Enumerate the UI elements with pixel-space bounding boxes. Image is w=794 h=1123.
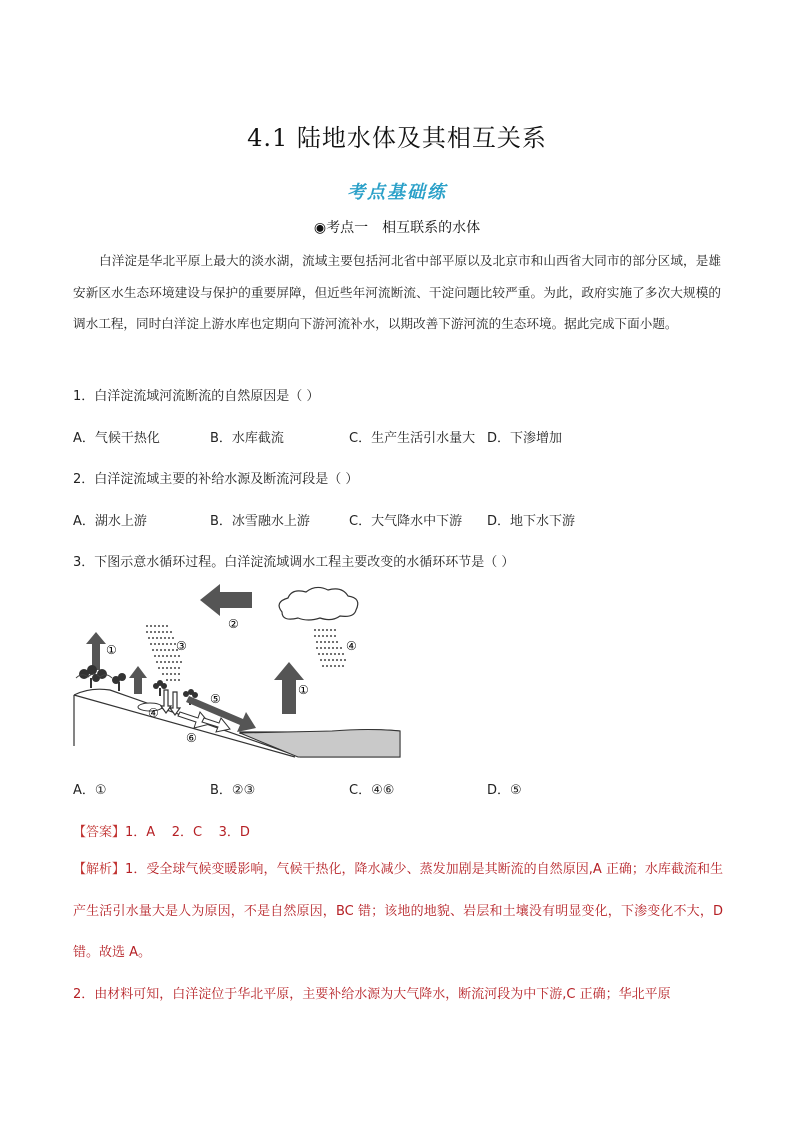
passage-text: 白洋淀是华北平原上最大的淡水湖，流域主要包括河北省中部平原以及北京市和山西省大同市的部分区域，是雄安新区水生态环境建设与保护的重要屏障，但近些年河流断流、干淀问题比较严重。为此，政府实施了多次大规模的调水工程，同时白洋淀上游水库也定期向下游河流补水，以期改善下游河流的生态环境。据此完成下面小题。 xyxy=(73,253,721,331)
question-2-stem: 2．白洋淀流域主要的补给水源及断流河段是（ ） xyxy=(73,472,359,487)
q3-option-a[interactable]: A．① xyxy=(73,783,107,798)
page-title: 4.1 陆地水体及其相互关系 xyxy=(247,124,547,152)
explanation-p2: 2．由材料可知，白洋淀位于华北平原，主要补给水源为大气降水，断流河段为中下游,C 正确；华北平原 xyxy=(73,986,671,1002)
sea-area xyxy=(240,730,400,758)
q3-option-b[interactable]: B．②③ xyxy=(210,783,256,798)
answer-label: 【答案】 xyxy=(73,825,126,840)
section-subtitle: 考点基础练 xyxy=(347,182,447,203)
answer-line xyxy=(73,821,250,840)
explanation-p1-text: 1．受全球气候变暖影响，气候干热化，降水减少、蒸发加剧是其断流的自然原因,A 正确；水库截流和生产生活引水量大是人为原因，不是自然原因，BC 错；该地的地貌、岩层和土壤没有明显变化，下渗变化不大，D 错。故选 A。 xyxy=(73,862,723,960)
label-transport: ② xyxy=(228,617,239,631)
question-1-stem: 1．白洋淀流域河流断流的自然原因是（ ） xyxy=(73,389,320,404)
label-infiltration: ④ xyxy=(148,706,159,720)
q1-option-c[interactable]: C．生产生活引水量大 xyxy=(349,431,476,446)
label-rain-left: ③ xyxy=(176,639,187,653)
explanation-label: 【解析】 xyxy=(73,862,126,877)
rain-left-icon xyxy=(146,626,182,680)
q2-option-b[interactable]: B．冰雪融水上游 xyxy=(210,514,310,529)
rain-right-icon xyxy=(314,630,346,666)
label-evap-left: ① xyxy=(106,643,117,657)
q3-option-d[interactable]: D．⑤ xyxy=(487,783,522,798)
label-evap-right: ① xyxy=(298,683,309,697)
q2-option-a[interactable]: A．湖水上游 xyxy=(73,514,147,529)
cloud-icon xyxy=(279,587,358,620)
topic-marker: ◉考点一 xyxy=(313,220,369,236)
lake-evaporation-arrow-icon xyxy=(129,666,147,694)
transpiration-arrow-icon xyxy=(86,632,106,670)
q2-option-d[interactable]: D．地下水下游 xyxy=(487,514,576,529)
answer-text: 1．A 2．C 3．D xyxy=(125,825,250,840)
label-runoff: ⑤ xyxy=(210,692,221,706)
q2-option-c[interactable]: C．大气降水中下游 xyxy=(349,514,463,529)
q1-option-a[interactable]: A．气候干热化 xyxy=(73,431,160,446)
topic-name: 相互联系的水体 xyxy=(382,220,481,236)
q3-option-c[interactable]: C．④⑥ xyxy=(349,783,395,798)
label-groundwater: ⑥ xyxy=(186,731,197,745)
q1-option-d[interactable]: D．下渗增加 xyxy=(487,431,563,446)
water-cycle-diagram xyxy=(70,582,410,764)
transport-arrow-icon xyxy=(200,584,252,616)
explanation-block xyxy=(73,849,723,1015)
topic-heading xyxy=(0,217,794,237)
reading-passage xyxy=(73,245,721,340)
question-3-stem: 3．下图示意水循环过程。白洋淀流域调水工程主要改变的水循环环节是（ ） xyxy=(73,555,515,570)
explanation-p1 xyxy=(73,849,723,974)
label-rain-right: ④ xyxy=(346,639,357,653)
slope-line xyxy=(74,695,295,757)
q1-option-b[interactable]: B．水库截流 xyxy=(210,431,284,446)
